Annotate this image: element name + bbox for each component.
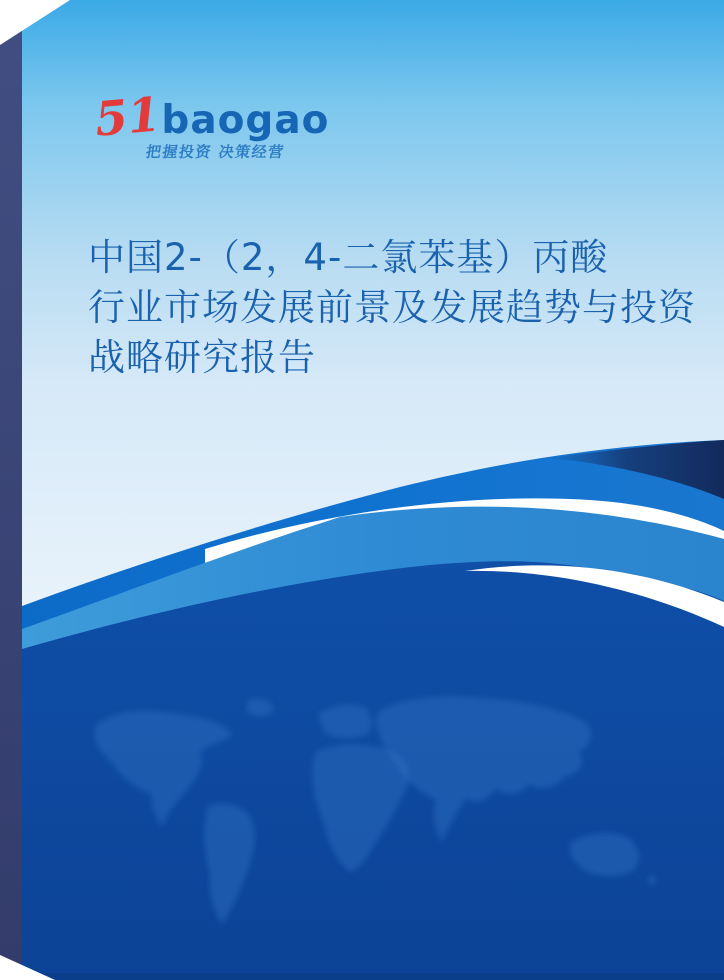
logo-wordmark: baogao	[161, 98, 330, 143]
book-spine	[0, 0, 22, 980]
title-line-2: 行业市场发展前景及发展趋势与投资	[88, 286, 696, 329]
logo-prefix: 51	[92, 87, 163, 148]
report-title	[88, 233, 708, 383]
logo	[92, 87, 330, 161]
bottom-edge-shadow	[22, 973, 724, 980]
title-line-3: 战略研究报告	[88, 336, 316, 379]
title-line-1: 中国2-（2，4-二氯苯基）丙酸	[88, 236, 609, 279]
logo-tagline: 把握投资 决策经营	[144, 143, 286, 161]
